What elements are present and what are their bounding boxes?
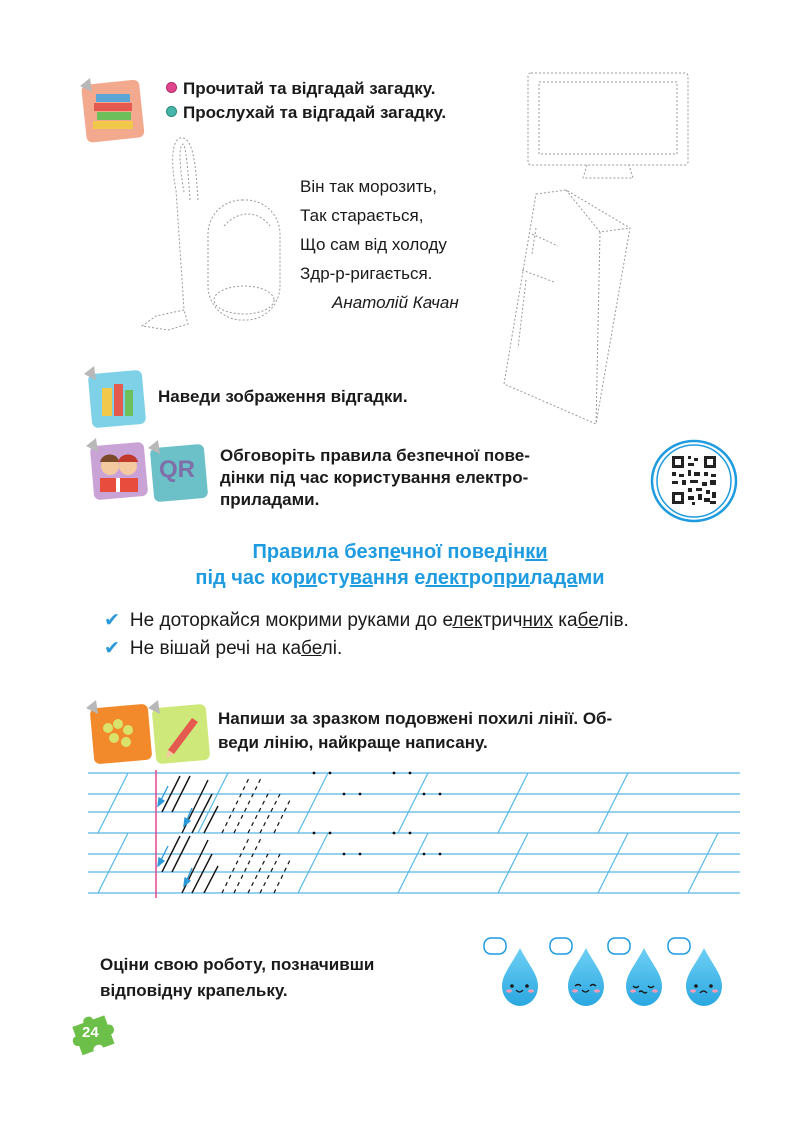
- qr-code[interactable]: [648, 436, 740, 526]
- handwriting-practice-area[interactable]: [88, 770, 740, 900]
- counting-beads-icon: [86, 700, 156, 768]
- checkmark-icon: ✔: [104, 610, 120, 631]
- poem-line: Так старається,: [300, 206, 424, 225]
- qr-badge-label: QR: [159, 456, 195, 483]
- poem-line: Що сам від холоду: [300, 235, 447, 254]
- pink-bullet-icon: [166, 82, 177, 93]
- refrigerator-dotted-outline: [496, 188, 636, 428]
- rule-item: ✔ Не вішай речі на кабелі.: [104, 638, 343, 659]
- task-read-riddle: Прочитай та відгадай загадку.: [166, 77, 435, 100]
- checkmark-icon: ✔: [104, 638, 120, 659]
- paintbrush-icon: [84, 366, 150, 428]
- poem-author: Анатолій Качан: [332, 293, 459, 312]
- drop-rating-1[interactable]: [484, 938, 538, 1006]
- self-assessment-text: Оціни свою роботу, позначивши відповідну крапельку.: [100, 955, 375, 1000]
- qr-badge-icon: [146, 440, 212, 506]
- drop-rating-2[interactable]: [550, 938, 604, 1006]
- puzzle-piece-icon: [70, 1012, 118, 1056]
- teal-bullet-icon: [166, 106, 177, 117]
- drop-rating-4[interactable]: [668, 938, 722, 1006]
- kids-reading-icon: [86, 438, 152, 504]
- rules-title: [120, 539, 680, 591]
- poem-line: Здр-р-ригається.: [300, 264, 433, 283]
- riddle-poem: [300, 172, 459, 317]
- task-listen-riddle: Прослухай та відгадай загадку.: [166, 101, 446, 124]
- task-discuss-rules: Обговоріть правила безпечної пове- дінки під час користування електро- приладами.: [220, 446, 530, 509]
- task-write-lines: Напиши за зразком подовжені похилі лінії. Об- веди лінію, найкраще написану.: [218, 709, 613, 752]
- task-trace-answer: Наведи зображення відгадки.: [158, 387, 408, 406]
- rules-title-line-2: під час користування електроприладами: [195, 567, 605, 589]
- rules-title-line-1: Правила безпечної поведінки: [252, 541, 548, 563]
- tv-dotted-outline: [527, 72, 689, 184]
- page-number: 24: [82, 1024, 99, 1041]
- poem-line: Він так морозить,: [300, 177, 437, 196]
- drop-rating-3[interactable]: [608, 938, 662, 1006]
- vacuum-cleaner-dotted-outline: [128, 130, 288, 342]
- rule-item: ✔ Не доторкайся мокрими руками до електричних кабелів.: [104, 610, 629, 631]
- rating-drops: [482, 936, 730, 1008]
- pencil-icon: [148, 700, 214, 768]
